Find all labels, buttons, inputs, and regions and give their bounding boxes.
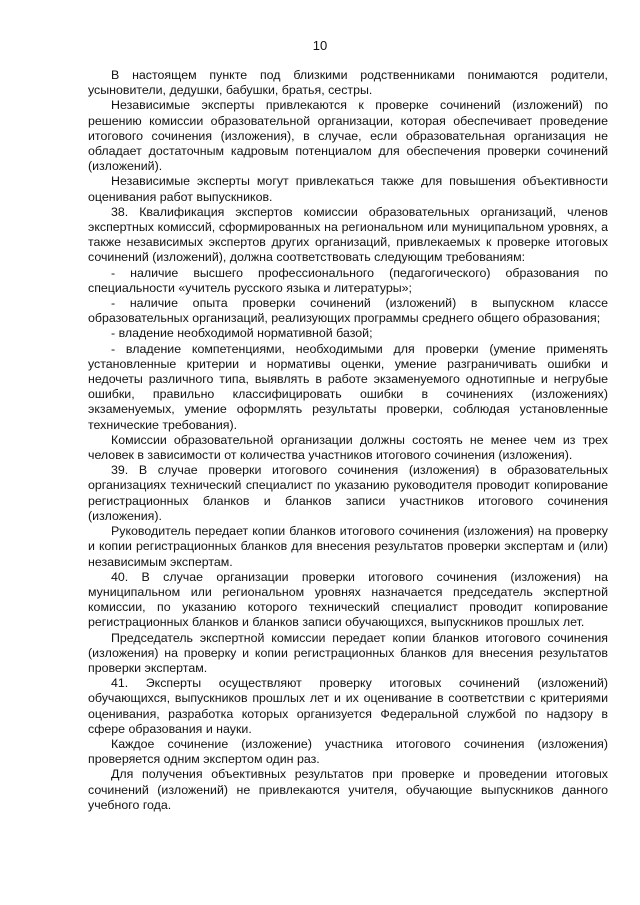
paragraph-item-39: 39. В случае проверки итогового сочинения (изложения) в образовательных организациях технический специалист по указанию руководителя проводит копирование регистрационных бланков и бланков записи участников итогового сочинения (изложения).: [88, 463, 608, 523]
paragraph-teachers-excluded: Для получения объективных результатов при проверке и проведении итоговых сочинений (изложений) не привлекаются учителя, обучающие выпускников данного учебного года.: [88, 767, 608, 812]
paragraph-item-41: 41. Эксперты осуществляют проверку итоговых сочинений (изложений) обучающихся, выпускников прошлых лет и их оценивание в соответствии с критериями оценивания, разработка которых организуется Федеральной службой по надзору в сфере образования и науки.: [88, 676, 608, 736]
paragraph-close-relatives: В настоящем пункте под близкими родственниками понимаются родители, усыновители, дедушки, бабушки, братья, сестры.: [88, 68, 608, 98]
paragraph-chairman-transfers-copies: Председатель экспертной комиссии передает копии бланков итогового сочинения (изложения) на проверку и копии регистрационных бланков для внесения результатов проверки экспертам.: [88, 630, 608, 675]
paragraph-commission-size: Комиссии образовательной организации должны состоять не менее чем из трех человек в зависимости от количества участников итогового сочинения (изложения).: [88, 432, 608, 463]
page-number: 10: [312, 38, 328, 53]
requirement-higher-education: - наличие высшего профессионального (педагогического) образования по специальности «учитель русского языка и литературы»;: [88, 265, 608, 295]
document-body: [88, 68, 608, 813]
requirement-regulatory-base: - владение необходимой нормативной базой;: [111, 326, 373, 341]
paragraph-item-40: 40. В случае организации проверки итогового сочинения (изложения) на муниципальном или региональном уровнях назначается председатель экспертной комиссии, по указанию которого технический специалист проводит копирование регистрационных бланков и бланков записи обучающихся, выпускников прошлых лет.: [88, 569, 608, 630]
requirement-experience: - наличие опыта проверки сочинений (изложений) в выпускном классе образовательных организаций, реализующих программы среднего общего образования;: [88, 296, 608, 326]
paragraph-independent-experts: Независимые эксперты привлекаются к проверке сочинений (изложений) по решению комиссии образовательной организации, которая обеспечивает проведение итогового сочинения (изложения), в случае, если образовательная организация не обладает достаточным кадровым потенциалом для обеспечения проверки сочинений (изложений).: [88, 98, 608, 174]
paragraph-independent-experts-objectivity: Независимые эксперты могут привлекаться также для повышения объективности оценивания работ выпускников.: [88, 174, 608, 204]
requirement-competencies: - владение компетенциями, необходимыми для проверки (умение применять установленные критерии и нормативы оценки, умение разграничивать ошибки и недочеты различного типа, выявлять в работе экзаменуемого однотипные и негрубые ошибки, правильно классифицировать ошибки в сочинениях (изложениях) экзаменуемых, умение оформлять результаты проверки, соблюдая установленные технические требования).: [88, 341, 608, 432]
paragraph-single-check: Каждое сочинение (изложение) участника итогового сочинения (изложения) проверяется одним экспертом один раз.: [88, 736, 608, 767]
paragraph-item-38: 38. Квалификация экспертов комиссии образовательных организаций, членов экспертных комиссий, сформированных на региональном или муниципальном уровнях, а также независимых экспертов других организаций, привлекаемых к проверке итоговых сочинений (изложений), должна соответствовать следующим требованиям:: [88, 204, 608, 265]
paragraph-head-transfers-copies: Руководитель передает копии бланков итогового сочинения (изложения) на проверку и копии регистрационных бланков для внесения результатов проверки экспертам и (или) независимым экспертам.: [88, 524, 608, 569]
